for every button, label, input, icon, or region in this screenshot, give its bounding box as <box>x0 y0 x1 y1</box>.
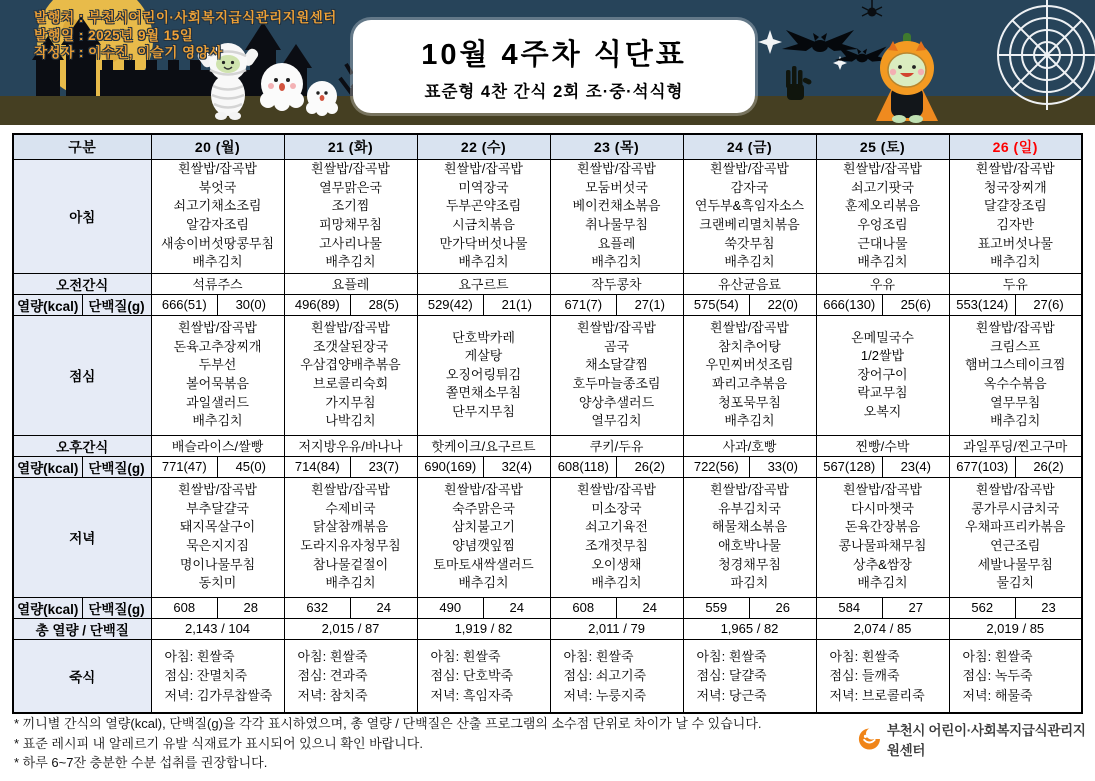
menu-item: 미역장국 <box>458 179 509 195</box>
cell-protein: 28(5) <box>351 294 418 315</box>
cell-kcal: 690(169) <box>417 456 484 477</box>
menu-item: 배추김치 <box>325 254 376 270</box>
cell-kcal: 608 <box>550 597 617 618</box>
cell-dinner <box>151 477 284 597</box>
cell-kcal: 632 <box>284 597 351 618</box>
menu-item: 쫄면채소무침 <box>445 385 522 401</box>
cell-am_snack: 유산균음료 <box>683 273 816 294</box>
menu-item: 꽈리고추볶음 <box>711 376 788 391</box>
menu-item: 배추김치 <box>724 413 775 429</box>
corner-label: 구분 <box>13 134 151 159</box>
menu-item: 두부선 <box>198 357 237 373</box>
cell-breakfast <box>683 159 816 273</box>
menu-item: 저녁: 흑임자죽 <box>430 687 514 703</box>
day-header: 25 (토) <box>816 134 949 159</box>
menu-item: 세발나물무침 <box>977 556 1053 572</box>
menu-item: 쇠고기육전 <box>585 519 648 535</box>
menu-item: 콩나물파채무침 <box>838 538 927 553</box>
cell-total: 2,015 / 87 <box>284 618 417 639</box>
menu-item: 게살탕 <box>464 348 503 364</box>
footnote-line: * 끼니별 간식의 열량(kcal), 단백질(g)을 각각 표시하였으며, 총 열량 / 단백질은 산출 프로그램의 소수점 단위로 차이가 날 수 있습니다. <box>14 716 762 731</box>
menu-table-wrap <box>12 133 1083 714</box>
footnote-line: * 하루 6~7잔 충분한 수분 섭취를 권장합니다. <box>14 755 268 770</box>
menu-item: 흰쌀밥/잡곡밥 <box>710 482 789 498</box>
menu-item: 시금치볶음 <box>452 217 515 232</box>
menu-item: 청국장찌개 <box>983 179 1047 195</box>
cell-kcal: 666(130) <box>816 294 883 315</box>
cell-kcal: 671(7) <box>550 294 617 315</box>
menu-item: 쑥갓무침 <box>724 235 775 251</box>
table-row <box>13 294 1082 315</box>
day-header: 22 (수) <box>417 134 550 159</box>
menu-item: 우삼겹양배추볶음 <box>300 357 401 373</box>
cell-kcal: 562 <box>949 597 1016 618</box>
cell-protein: 26(2) <box>617 456 684 477</box>
cell-kcal: 666(51) <box>151 294 218 315</box>
pumpkin-kid-icon <box>876 33 938 123</box>
cell-dinner <box>949 477 1082 597</box>
menu-item: 닭살참깨볶음 <box>312 519 389 535</box>
cell-lunch <box>816 315 949 435</box>
row-label-am_snack: 오전간식 <box>13 273 151 294</box>
menu-item: 아침: 흰쌀죽 <box>696 648 767 664</box>
menu-item: 흰쌀밥/잡곡밥 <box>444 482 523 498</box>
menu-item: 흰쌀밥/잡곡밥 <box>975 482 1055 498</box>
day-header: 24 (금) <box>683 134 816 159</box>
menu-item: 청포묵무침 <box>718 394 781 410</box>
cell-porridge <box>284 639 417 713</box>
row-label-porridge: 죽식 <box>13 639 151 713</box>
cell-protein: 32(4) <box>484 456 551 477</box>
cell-pm_snack: 배슬라이스/쌀빵 <box>151 435 284 456</box>
cell-protein: 33(0) <box>750 456 817 477</box>
menu-table <box>12 133 1083 714</box>
menu-item: 흰쌀밥/잡곡밥 <box>710 161 789 177</box>
menu-item: 조개젓무침 <box>585 538 648 553</box>
page-title: 10월 4주차 식단표 <box>421 38 687 71</box>
menu-item: 배추김치 <box>591 254 642 270</box>
menu-item: 아침: 흰쌀죽 <box>430 648 501 664</box>
table-row <box>13 435 1082 456</box>
cell-protein: 26(2) <box>1016 456 1083 477</box>
cell-kcal: 529(42) <box>417 294 484 315</box>
table-row <box>13 134 1082 159</box>
menu-item: 배추김치 <box>990 254 1041 270</box>
menu-item: 상추&쌈장 <box>853 556 912 572</box>
menu-item: 아침: 흰쌀죽 <box>962 648 1033 664</box>
row-label-dinner: 저녁 <box>13 477 151 597</box>
menu-item: 오징어링튀김 <box>445 366 522 382</box>
cell-breakfast <box>151 159 284 273</box>
menu-item: 아침: 흰쌀죽 <box>297 648 368 664</box>
menu-item: 저녁: 브로콜리죽 <box>829 687 925 703</box>
cell-protein: 45(0) <box>218 456 285 477</box>
row-label-breakfast: 아침 <box>13 159 151 273</box>
cell-am_snack: 요플레 <box>284 273 417 294</box>
cell-protein: 23(4) <box>883 456 950 477</box>
menu-item: 흰쌀밥/잡곡밥 <box>311 320 390 336</box>
menu-item: 흰쌀밥/잡곡밥 <box>444 161 523 177</box>
menu-item: 미소장국 <box>591 500 642 516</box>
menu-item: 흰쌀밥/잡곡밥 <box>577 320 656 336</box>
cell-kcal: 575(54) <box>683 294 750 315</box>
cell-pm_snack: 찐빵/수박 <box>816 435 949 456</box>
menu-item: 저녁: 참치죽 <box>297 687 368 703</box>
cell-protein: 21(1) <box>484 294 551 315</box>
menu-item: 흰쌀밥/잡곡밥 <box>975 161 1055 177</box>
menu-item: 물김치 <box>996 575 1035 591</box>
menu-item: 파김치 <box>730 575 769 591</box>
menu-item: 저녁: 김가루찹쌀죽 <box>164 687 273 703</box>
menu-item: 배추김치 <box>458 575 509 591</box>
menu-item: 과일샐러드 <box>186 394 249 410</box>
cell-kcal: 490 <box>417 597 484 618</box>
menu-item: 흰쌀밥/잡곡밥 <box>710 320 789 336</box>
menu-item: 점심: 단호박죽 <box>430 668 514 683</box>
menu-item: 가지무침 <box>325 394 376 410</box>
menu-item: 알감자조림 <box>186 217 249 232</box>
menu-item: 연두부&흑임자소스 <box>694 198 805 214</box>
cell-kcal: 771(47) <box>151 456 218 477</box>
cell-breakfast <box>949 159 1082 273</box>
halloween-banner <box>0 0 1095 125</box>
row-label-kcal: 열량(kcal) <box>13 294 82 315</box>
menu-item: 아침: 흰쌀죽 <box>829 648 900 664</box>
cell-breakfast <box>816 159 949 273</box>
banner-info-line: 발행일 : 2025년 9월 15일 <box>34 27 194 43</box>
menu-item: 점심: 견과죽 <box>297 668 368 683</box>
title-box <box>353 20 755 113</box>
cell-kcal: 722(56) <box>683 456 750 477</box>
menu-item: 점심: 달걀죽 <box>696 668 767 683</box>
cell-pm_snack: 저지방우유/바나나 <box>284 435 417 456</box>
row-label-kcal: 열량(kcal) <box>13 597 82 618</box>
menu-item: 배추김치 <box>591 575 642 591</box>
menu-item: 도라지유자청무침 <box>300 538 401 553</box>
footnote-line: * 표준 레시피 내 알레르기 유발 식재료가 표시되어 있으니 확인 바랍니다. <box>14 735 423 751</box>
cell-breakfast <box>550 159 683 273</box>
menu-item: 오이생채 <box>591 556 642 572</box>
menu-item: 조기찜 <box>331 198 370 214</box>
menu-item: 흰쌀밥/잡곡밥 <box>577 482 656 498</box>
menu-item: 저녁: 당근죽 <box>696 687 767 703</box>
menu-item: 돼지목살구이 <box>179 519 256 535</box>
center-logo <box>858 719 1095 759</box>
menu-item: 저녁: 누룽지죽 <box>563 687 647 703</box>
cell-protein: 27 <box>883 597 950 618</box>
menu-item: 연근조림 <box>990 538 1041 553</box>
day-header: 20 (월) <box>151 134 284 159</box>
day-header: 21 (화) <box>284 134 417 159</box>
menu-item: 북엇국 <box>198 179 237 195</box>
menu-item: 쇠고기팟국 <box>851 179 914 195</box>
menu-item: 락교무침 <box>857 385 908 401</box>
menu-item: 옥수수볶음 <box>983 376 1047 391</box>
menu-item: 아침: 흰쌀죽 <box>164 648 235 664</box>
row-label-kcal: 열량(kcal) <box>13 456 82 477</box>
cell-protein: 24 <box>351 597 418 618</box>
cell-lunch <box>550 315 683 435</box>
ghost-icon <box>260 63 304 111</box>
menu-item: 열무무침 <box>990 394 1041 410</box>
menu-item: 모둠버섯국 <box>585 179 648 195</box>
menu-item: 참치추어탕 <box>718 338 781 354</box>
table-row <box>13 273 1082 294</box>
menu-item: 근대나물 <box>857 235 908 251</box>
menu-item: 흰쌀밥/잡곡밥 <box>311 161 390 177</box>
menu-item: 양념깻잎찜 <box>452 538 515 553</box>
footnotes <box>14 714 762 773</box>
cell-total: 1,965 / 82 <box>683 618 816 639</box>
bat-icon <box>835 46 890 62</box>
menu-item: 흰쌀밥/잡곡밥 <box>311 482 390 498</box>
menu-item: 표고버섯나물 <box>977 235 1053 251</box>
menu-item: 베이컨채소볶음 <box>572 198 661 214</box>
menu-item: 동치미 <box>198 575 237 591</box>
menu-item: 토마토새싹샐러드 <box>433 556 534 572</box>
cell-protein: 24 <box>617 597 684 618</box>
menu-item: 우민찌버섯조림 <box>705 357 794 373</box>
menu-item: 햄버그스테이크찜 <box>965 357 1066 373</box>
menu-item: 오복지 <box>863 403 902 419</box>
menu-item: 양상추샐러드 <box>578 394 655 410</box>
menu-item: 흰쌀밥/잡곡밥 <box>843 482 922 498</box>
menu-item: 달걀장조림 <box>983 198 1047 214</box>
cell-porridge <box>949 639 1082 713</box>
menu-item: 숙주맑은국 <box>452 500 515 516</box>
table-row <box>13 597 1082 618</box>
menu-item: 감자국 <box>730 179 769 195</box>
cell-kcal: 496(89) <box>284 294 351 315</box>
cell-protein: 25(6) <box>883 294 950 315</box>
menu-item: 해물채소볶음 <box>711 519 788 535</box>
menu-item: 열무맑은국 <box>319 179 382 195</box>
menu-item: 부추달걀국 <box>186 500 249 516</box>
menu-item: 흰쌀밥/잡곡밥 <box>178 161 257 177</box>
cell-am_snack: 두유 <box>949 273 1082 294</box>
cell-porridge <box>550 639 683 713</box>
cell-kcal: 677(103) <box>949 456 1016 477</box>
cell-protein: 24 <box>484 597 551 618</box>
menu-item: 호두마늘종조림 <box>572 376 661 391</box>
logo-text: 부천시 어린이·사회복지급식관리지원센터 <box>886 723 1086 758</box>
menu-item: 청경채무침 <box>718 556 781 572</box>
cell-porridge <box>683 639 816 713</box>
menu-item: 애호박나물 <box>718 538 781 553</box>
menu-item: 배추김치 <box>857 254 908 270</box>
row-label-lunch: 점심 <box>13 315 151 435</box>
cell-kcal: 608(118) <box>550 456 617 477</box>
cell-protein: 26 <box>750 597 817 618</box>
day-header: 23 (목) <box>550 134 683 159</box>
menu-item: 배추김치 <box>857 575 908 591</box>
table-row <box>13 477 1082 597</box>
cell-porridge <box>816 639 949 713</box>
menu-item: 1/2쌀밥 <box>860 348 905 364</box>
banner-info-line: 작성자 : 이수진, 이슬기 영양사 <box>34 45 223 60</box>
cell-protein: 28 <box>218 597 285 618</box>
cell-lunch <box>284 315 417 435</box>
cell-protein: 30(0) <box>218 294 285 315</box>
menu-item: 배추김치 <box>325 575 376 591</box>
menu-item: 쇠고기채소조림 <box>173 198 262 214</box>
row-label-total: 총 열량 / 단백질 <box>13 618 151 639</box>
cell-am_snack: 요구르트 <box>417 273 550 294</box>
spider-web-icon <box>997 0 1095 110</box>
table-row <box>13 618 1082 639</box>
menu-item: 크랜베리멸치볶음 <box>699 217 800 232</box>
cell-protein: 27(6) <box>1016 294 1083 315</box>
table-row <box>13 639 1082 713</box>
table-row <box>13 315 1082 435</box>
menu-item: 두부곤약조림 <box>445 198 522 214</box>
row-label-protein: 단백질(g) <box>82 294 151 315</box>
row-label-protein: 단백질(g) <box>82 456 151 477</box>
menu-item: 배추김치 <box>192 254 243 270</box>
cell-kcal: 567(128) <box>816 456 883 477</box>
menu-item: 다시마챗국 <box>851 500 914 516</box>
cell-pm_snack: 핫케이크/요구르트 <box>417 435 550 456</box>
cell-protein: 22(0) <box>750 294 817 315</box>
cell-protein: 23(7) <box>351 456 418 477</box>
spider-icon <box>862 0 882 17</box>
menu-item: 흰쌀밥/잡곡밥 <box>577 161 656 177</box>
cell-dinner <box>683 477 816 597</box>
smiley-logo-icon <box>858 726 881 752</box>
cell-total: 2,011 / 79 <box>550 618 683 639</box>
day-header: 26 (일) <box>949 134 1082 159</box>
menu-item: 흰쌀밥/잡곡밥 <box>843 161 922 177</box>
cell-dinner <box>816 477 949 597</box>
cell-pm_snack: 쿠키/두유 <box>550 435 683 456</box>
cell-lunch <box>683 315 816 435</box>
menu-item: 흰쌀밥/잡곡밥 <box>975 320 1055 336</box>
cell-am_snack: 석류주스 <box>151 273 284 294</box>
menu-item: 점심: 잔멸치죽 <box>164 668 248 683</box>
cell-lunch <box>417 315 550 435</box>
table-row <box>13 159 1082 273</box>
cell-breakfast <box>284 159 417 273</box>
cell-dinner <box>417 477 550 597</box>
menu-item: 장어구이 <box>857 366 908 382</box>
cell-am_snack: 작두콩차 <box>550 273 683 294</box>
menu-item: 점심: 들깨죽 <box>829 668 900 683</box>
menu-item: 조갯살된장국 <box>312 338 389 354</box>
cell-dinner <box>550 477 683 597</box>
cell-lunch <box>151 315 284 435</box>
menu-item: 단무지무침 <box>452 403 515 419</box>
menu-item: 명이나물무침 <box>179 556 256 572</box>
menu-item: 배추김치 <box>990 413 1041 429</box>
cell-total: 2,019 / 85 <box>949 618 1082 639</box>
menu-item: 흰쌀밥/잡곡밥 <box>178 482 257 498</box>
menu-item: 피망채무침 <box>319 217 382 232</box>
banner-info <box>34 9 337 62</box>
menu-item: 우엉조림 <box>857 217 908 232</box>
menu-item: 크림스프 <box>990 338 1041 354</box>
menu-item: 배추김치 <box>724 254 775 270</box>
menu-item: 나박김치 <box>325 413 376 429</box>
menu-item: 취나물무침 <box>585 217 648 232</box>
cell-protein: 23 <box>1016 597 1083 618</box>
menu-item: 만가닥버섯나물 <box>439 235 528 251</box>
cell-kcal: 559 <box>683 597 750 618</box>
menu-item: 점심: 녹두죽 <box>962 668 1033 683</box>
table-row <box>13 456 1082 477</box>
cell-total: 2,074 / 85 <box>816 618 949 639</box>
menu-item: 묵은지지짐 <box>186 538 249 553</box>
menu-item: 우채파프리카볶음 <box>965 519 1066 535</box>
cell-porridge <box>151 639 284 713</box>
banner-info-line: 발행처 : 부천시어린이·사회복지급식관리지원센터 <box>34 10 337 25</box>
menu-item: 새송이버섯땅콩무침 <box>160 235 275 251</box>
row-label-protein: 단백질(g) <box>82 597 151 618</box>
cell-kcal: 714(84) <box>284 456 351 477</box>
ghost-icon <box>306 81 338 116</box>
menu-item: 삼치불고기 <box>452 519 515 535</box>
menu-item: 볼어묵볶음 <box>186 376 249 391</box>
cell-breakfast <box>417 159 550 273</box>
menu-item: 아침: 흰쌀죽 <box>563 648 634 664</box>
menu-item: 단호박카레 <box>452 329 515 345</box>
cell-kcal: 584 <box>816 597 883 618</box>
menu-item: 점심: 쇠고기죽 <box>563 668 647 683</box>
cell-kcal: 608 <box>151 597 218 618</box>
cell-total: 2,143 / 104 <box>151 618 284 639</box>
menu-item: 저녁: 해물죽 <box>962 687 1033 703</box>
menu-item: 김자반 <box>996 217 1035 232</box>
cell-porridge <box>417 639 550 713</box>
menu-item: 흰쌀밥/잡곡밥 <box>178 320 257 336</box>
menu-item: 요플레 <box>597 235 636 251</box>
menu-item: 열무김치 <box>591 413 642 429</box>
menu-item: 유부김치국 <box>718 500 781 516</box>
menu-item: 고사리나물 <box>319 235 382 251</box>
menu-item: 온메밀국수 <box>851 329 914 345</box>
cell-dinner <box>284 477 417 597</box>
cell-am_snack: 우유 <box>816 273 949 294</box>
menu-item: 배추김치 <box>192 413 243 429</box>
zombie-hand-icon <box>786 66 812 100</box>
row-label-pm_snack: 오후간식 <box>13 435 151 456</box>
menu-item: 배추김치 <box>458 254 509 270</box>
menu-item: 훈제오리볶음 <box>844 198 921 214</box>
bat-icon <box>782 30 858 52</box>
page-subtitle: 표준형 4찬 간식 2회 조·중·석식형 <box>424 82 684 101</box>
menu-item: 수제비국 <box>325 500 376 516</box>
cell-protein: 27(1) <box>617 294 684 315</box>
menu-item: 브로콜리숙회 <box>312 376 389 391</box>
menu-item: 콩가루시금치국 <box>971 500 1060 516</box>
menu-item: 돈육간장볶음 <box>844 519 921 535</box>
cell-total: 1,919 / 82 <box>417 618 550 639</box>
cell-lunch <box>949 315 1082 435</box>
menu-item: 참나물겉절이 <box>312 556 389 572</box>
cell-pm_snack: 사과/호빵 <box>683 435 816 456</box>
cell-pm_snack: 과일푸딩/찐고구마 <box>949 435 1082 456</box>
menu-item: 돈육고추장찌개 <box>173 338 262 354</box>
cell-kcal: 553(124) <box>949 294 1016 315</box>
menu-item: 곰국 <box>603 338 630 354</box>
menu-item: 채소달걀찜 <box>585 357 648 373</box>
